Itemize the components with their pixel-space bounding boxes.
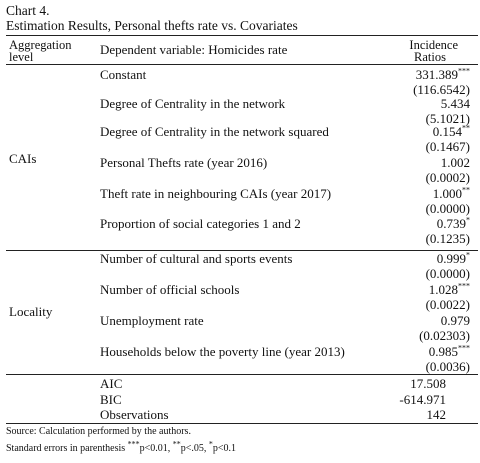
coefficient-value: 0.999 [436,251,466,266]
row-coefficient [433,124,470,140]
row-coefficient [429,282,470,298]
significance-text-1: p<0.01, [139,443,173,454]
group-locality: Locality [9,304,53,319]
stat-value: 17.508 [410,376,446,391]
row-label: Number of cultural and sports events [100,251,293,266]
row-standard-error: (0.0000) [425,266,470,281]
row-standard-error: (0.0002) [425,170,470,185]
coefficient-value: 1.028 [428,282,458,297]
significance-stars-2: ** [172,439,181,449]
significance-prefix: Standard errors in parenthesis [6,443,128,454]
significance-stars: * [466,250,470,260]
row-coefficient [416,67,470,83]
stat-label: BIC [100,392,122,407]
chart-subtitle: Estimation Results, Personal thefts rate vs. Covariates [6,18,298,33]
row-label: Theft rate in neighbouring CAIs (year 2017) [100,186,332,201]
significance-stars: ** [462,185,470,195]
header-ratio-line1: Incidence [409,38,458,52]
row-standard-error: (0.1467) [425,139,470,154]
coefficient-value: 1.000 [432,186,462,201]
coefficient-value: 0.739 [436,216,466,231]
significance-text-2: p<.05, [180,443,209,454]
stat-label: AIC [100,376,123,391]
coefficient-value: 5.434 [440,96,470,111]
row-coefficient [441,96,470,112]
row-label: Unemployment rate [100,313,204,328]
row-coefficient [429,344,470,360]
row-standard-error: (5.1021) [425,111,470,126]
row-standard-error: (0.0000) [425,201,470,216]
row-label: Degree of Centrality in the network squared [100,124,329,139]
stat-value: 142 [426,407,446,422]
chart-title: Chart 4. [6,3,50,18]
header-ratio-line2: Ratios [414,50,446,64]
source-note: Source: Calculation performed by the authors. [6,426,191,437]
stat-value: -614.971 [399,392,446,407]
row-label: Personal Thefts rate (year 2016) [100,155,268,170]
row-standard-error: (0.02303) [419,328,470,343]
row-coefficient [437,251,470,267]
header-level-line1: Aggregation [9,38,72,52]
significance-note [6,439,237,454]
coefficient-value: 0.979 [440,313,470,328]
significance-stars: *** [458,343,470,353]
significance-stars-1: *** [127,439,140,449]
row-standard-error: (116.6542) [413,82,470,97]
header-dependent-variable: Dependent variable: Homicides rate [100,42,288,57]
header-rule [6,64,478,65]
group-divider-rule [6,250,478,251]
top-rule [6,35,478,36]
stats-divider-rule [6,374,478,375]
significance-stars: ** [462,123,470,133]
header-level-line2: level [9,50,34,64]
row-coefficient [433,186,470,202]
coefficient-value: 331.389 [415,67,458,82]
row-coefficient [437,216,470,232]
row-standard-error: (0.1235) [425,231,470,246]
stat-label: Observations [100,407,169,422]
row-coefficient [441,313,470,329]
significance-stars: * [466,215,470,225]
coefficient-value: 0.985 [428,344,458,359]
bottom-rule [6,423,478,424]
significance-stars: *** [458,66,470,76]
group-cais: CAIs [9,151,37,166]
row-label: Degree of Centrality in the network [100,96,286,111]
row-coefficient [441,155,470,171]
row-label: Number of official schools [100,282,240,297]
significance-text-3: p<0.1 [212,443,237,454]
row-standard-error: (0.0022) [425,297,470,312]
row-label: Households below the poverty line (year 2013) [100,344,345,359]
row-standard-error: (0.0036) [425,359,470,374]
coefficient-value: 0.154 [432,124,462,139]
coefficient-value: 1.002 [440,155,470,170]
row-label: Proportion of social categories 1 and 2 [100,216,301,231]
row-label: Constant [100,67,147,82]
significance-stars-3: * [208,439,213,449]
significance-stars: *** [458,281,470,291]
